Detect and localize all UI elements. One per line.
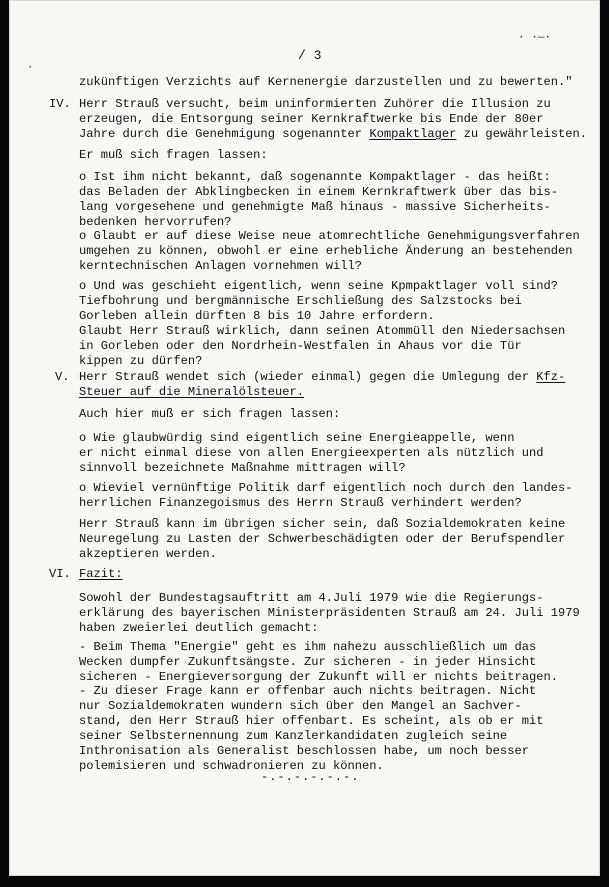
bullet-line: o Wieviel vernünftige Politik darf eigentlich noch durch den landes- — [79, 481, 573, 495]
bullet-line: o Glaubt er auf diese Weise neue atomrechtliche Genehmigungsverfahren — [79, 229, 580, 243]
bullet-line: - Beim Thema "Energie" geht es ihm nahezu ausschließlich um das — [79, 640, 537, 654]
bullet-line: polemisieren und schwadronieren zu können. — [79, 759, 384, 773]
bullet-line: o Wie glaubwürdig sind eigentlich seine Energieappelle, wenn — [79, 431, 515, 445]
bullet-line: nur Sozialdemokraten wundern sich über den Mangel an Sachver- — [79, 699, 522, 713]
question-intro: Er muß sich fragen lassen: — [79, 148, 268, 162]
paragraph-line: kippen zu dürfen? — [79, 354, 203, 368]
underlined-term: Kompaktlager — [369, 127, 457, 141]
paragraph-line: in Gorleben oder den Nordrhein-Westfalen in Ahaus vor die Tür — [79, 339, 522, 353]
bullet-line: Inthronisation als Generalist beschlossen habe, um noch besser — [79, 744, 529, 758]
scan-artifact: · ·—· — [518, 32, 552, 44]
intro-line: zukünftigen Verzichts auf Kernenergie darzustellen und zu bewerten." — [79, 75, 573, 89]
section-number: VI. — [49, 567, 71, 581]
bullet-line: Gorleben allein dürften 8 bis 10 Jahre erfordern. — [79, 309, 435, 323]
bullet-line: herrlichen Finanzegoismus des Herrn Strauß verhindert werden? — [79, 496, 522, 510]
document-page — [9, 0, 600, 876]
paragraph-line: akzeptieren werden. — [79, 547, 217, 561]
bullet-line: bedenken hervorrufen? — [79, 215, 232, 229]
paragraph-line: haben zweierlei deutlich gemacht: — [79, 621, 319, 635]
paragraph-line: Herr Strauß versucht, beim uninformierten Zuhörer die Illusion zu — [79, 97, 551, 111]
paragraph-line: Jahre durch die Genehmigung sogenannter Kompaktlager zu gewährleisten. — [79, 127, 588, 141]
paragraph-line: Sowohl der Bundestagsauftritt am 4.Juli 1979 wie die Regierungs- — [79, 591, 544, 605]
paragraph-line: Glaubt Herr Strauß wirklich, dann seinen Atommüll den Niedersachsen — [79, 324, 566, 338]
bullet-line: Wecken dumpfer Zukunftsängste. Zur sicheren - in jeder Hinsicht — [79, 655, 537, 669]
paragraph-line: erklärung des bayerischen Ministerpräsidenten Strauß am 24. Juli 1979 — [79, 606, 580, 620]
paragraph-line: Neuregelung zu Lasten der Schwerbeschädigten oder der Berufspendler — [79, 532, 566, 546]
paragraph-line: erzeugen, die Entsorgung seiner Kernkraftwerke bis Ende der 80er — [79, 112, 544, 126]
bullet-line: - Zu dieser Frage kann er offenbar auch nichts beitragen. Nicht — [79, 684, 537, 698]
scan-artifact: · — [27, 62, 34, 74]
bullet-line: das Beladen der Abklingbecken in einem Kernkraftwerk über das bis- — [79, 185, 558, 199]
section-number: V. — [55, 370, 70, 384]
bullet-line: sinnvoll bezeichnete Maßnahme mittragen will? — [79, 461, 406, 475]
page-number: / 3 — [298, 48, 322, 63]
end-mark: -.-.-.-.-.-. — [261, 770, 360, 784]
underlined-term: Kfz- — [536, 370, 566, 384]
bullet-line: stand, den Herr Strauß hier offenbart. Es scheint, als ob er mit — [79, 714, 544, 728]
bullet-line: Tiefbohrung und bergmännische Erschließung des Salzstocks bei — [79, 294, 522, 308]
question-intro: Auch hier muß er sich fragen lassen: — [79, 407, 341, 421]
bullet-line: o Und was geschieht eigentlich, wenn seine Kpmpaktlager voll sind? — [79, 279, 558, 293]
bullet-line: seiner Selbsternennung zum Kanzlerkandidaten zugleich seine — [79, 729, 508, 743]
bullet-line: er nicht einmal diese von allen Energieexperten als nützlich und — [79, 446, 544, 460]
paragraph-line: Herr Strauß kann im übrigen sicher sein, daß Sozialdemokraten keine — [79, 517, 566, 531]
bullet-line: o Ist ihm nicht bekannt, daß sogenannte Kompaktlager - das heißt: — [79, 170, 551, 184]
bullet-line: lang vorgesehene und genehmigte Maß hinaus - massive Sicherheits- — [79, 200, 551, 214]
underlined-term: Steuer auf die Mineralölsteuer. — [79, 385, 304, 399]
section-heading: Fazit: — [79, 567, 123, 581]
paragraph-line: Herr Strauß wendet sich (wieder einmal) gegen die Umlegung der Kfz- — [79, 370, 566, 384]
paragraph-line — [79, 385, 304, 400]
bullet-line: umgehen zu können, obwohl er eine erhebliche Änderung an bestehenden — [79, 244, 573, 258]
section-number: IV. — [49, 97, 71, 111]
bullet-line: kerntechnischen Anlagen vornehmen will? — [79, 259, 363, 273]
bullet-line: sicheren - Energieversorgung der Zukunft will er nichts beitragen. — [79, 670, 558, 684]
